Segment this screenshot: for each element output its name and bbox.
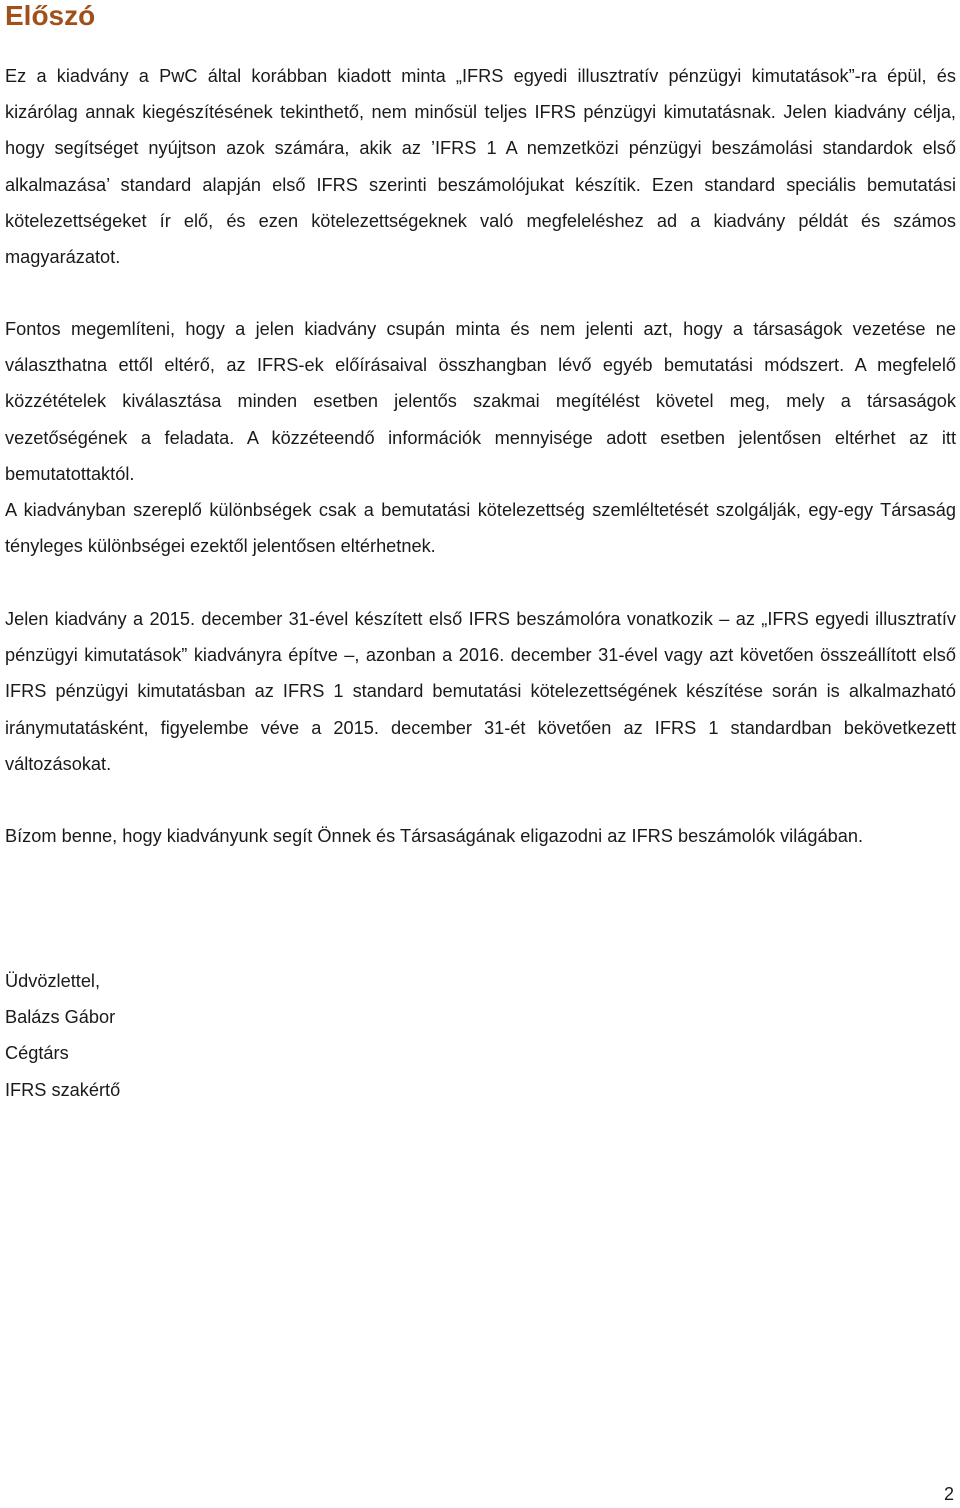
paragraph-closing: Bízom benne, hogy kiadványunk segít Önnek és Társaságának eligazodni az IFRS beszámolók világában. bbox=[5, 826, 864, 846]
document-page bbox=[5, 0, 956, 1100]
paragraph-intro: Ez a kiadvány a PwC által korábban kiadott minta „IFRS egyedi illusztratív pénzügyi kimutatások”-ra épül, és kizárólag annak kiegészítésének tekinthető, nem minősül teljes IFRS pénzügyi kimutatásnak. Jelen kiadvány célja, hogy segítséget nyújtson azok számára, akik az ’IFRS 1 A nemzetközi pénzügyi beszámolási standardok első alkalmazása’ standard alapján első IFRS szerinti beszámolójukat készítik. Ezen standard speciális bemutatási kötelezettségeket ír elő, és ezen kötelezettségeknek való megfeleléshez ad a kiadvány példát és számos magyarázatot. bbox=[5, 66, 956, 268]
paragraph-disclaimer: Fontos megemlíteni, hogy a jelen kiadvány csupán minta és nem jelenti azt, hogy a társaságok vezetése ne választhatna ettől eltérő, az IFRS-ek előírásaival összhangban lévő egyéb bemutatási módszert. A megfelelő közzétételek kiválasztása minden esetben jelentős szakmai megítélést követel meg, mely a társaságok vezetőségének a feladata. A közzéteendő információk mennyisége adott esetben jelentősen eltérhet az itt bemutatottaktól. bbox=[5, 319, 956, 484]
paragraph-differences: A kiadványban szereplő különbségek csak a bemutatási kötelezettség szemléltetését szolgálják, egy-egy Társaság tényleges különbségei ezektől jelentősen eltérhetnek. bbox=[5, 500, 956, 557]
page-number: 2 bbox=[943, 1484, 954, 1504]
signoff-specialty: IFRS szakértő bbox=[5, 1079, 121, 1100]
page-title: Előszó bbox=[5, 0, 96, 31]
signoff-name: Balázs Gábor bbox=[5, 1007, 116, 1028]
paragraph-scope: Jelen kiadvány a 2015. december 31-ével készített első IFRS beszámolóra vonatkozik – az „IFRS egyedi illusztratív pénzügyi kimutatások” kiadványra építve –, azonban a 2016. december 31-ével vagy azt követően összeállított első IFRS pénzügyi kimutatásban az IFRS 1 standard bemutatási kötelezettségének készítése során is alkalmazható iránymutatásként, figyelembe véve a 2015. december 31-ét követően az IFRS 1 standardban bekövetkezett változásokat. bbox=[5, 609, 956, 774]
signoff-role: Cégtárs bbox=[5, 1043, 69, 1064]
signature-block bbox=[5, 963, 120, 1108]
signoff-greeting: Üdvözlettel, bbox=[5, 971, 101, 991]
